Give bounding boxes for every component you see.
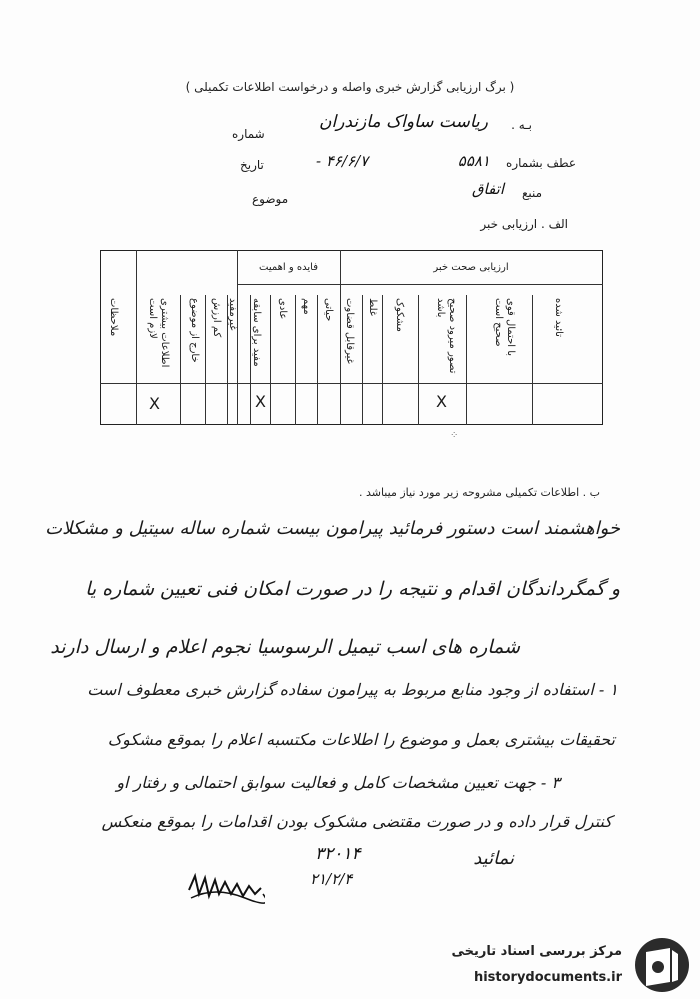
evaluation-table [100,250,603,425]
col-header-likely-true: با احتمال قوی صحیح است [493,298,516,357]
col-sep [340,250,341,425]
col-header-unjudgeable: غیرقابل قضاوت [344,298,355,364]
col-header-vital: حیاتی [323,298,334,322]
reference-label: عطف بشماره [506,156,576,170]
archive-name: مرکز بررسی اسناد تاریخی [451,944,622,959]
col-header-not-useful: غیرمفید [227,298,238,331]
archive-url: historydocuments.ir [473,970,622,985]
to-prefix: بـه . [511,118,532,132]
group-divider [237,284,603,285]
archive-logo-icon [632,936,692,994]
col-header-important: مهم [301,298,312,315]
group-header-value: فایده و اهمیت [259,262,318,273]
handwritten-line-1: خواهشمند است دستور فرمائید پیرامون بیست شماره ساله سیتیل و مشکلات [45,518,620,539]
handwritten-number: ۳۲۰۱۴ [315,844,361,864]
col-header-low-value: کم ارزش [211,298,222,338]
section-a-heading: الف . ارزیابی خبر [480,217,568,231]
col-sep [295,295,296,425]
handwritten-line-7: کنترل قرار داده و در صورت مقتضی مشکوک بودن اقدامات را بموقع منعکس [101,812,612,831]
col-header-false: غلط [367,298,378,317]
handwritten-line-3: شماره های اسب تیمیل الرسوسیا نجوم اعلام و ارسال دارند [50,636,520,658]
header-bottom-line [100,383,603,384]
addressee-value: ریاست ساواک مازندران [318,112,488,132]
date-value: ۴۶/۶/۷ - [316,152,369,170]
col-sep [418,295,419,425]
col-header-off-topic: خارج از موضوع [189,298,200,363]
reference-value: ۵۵۸۱ [457,152,490,170]
mark-probably-true: X [436,392,447,411]
col-sep [136,250,137,425]
col-sep [532,295,533,425]
col-header-remarks: ملاحظات [108,298,119,337]
date-label: تاریخ [240,158,264,172]
signature-scribble [185,868,265,908]
col-sep [205,295,206,425]
col-header-record: مفید برای سابقه [251,298,262,367]
col-header-confirmed: تائید شده [553,298,564,337]
col-sep [270,295,271,425]
section-b-heading: ب . اطلاعات تکمیلی مشروحه زیر مورد نیاز میباشد . [358,486,600,499]
handwritten-line-8: نمائید [473,848,514,869]
handwritten-line-2: و گمگرداندگان اقدام و نتیجه را در صورت امکان فنی تعیین شماره یا [85,578,620,600]
col-sep [180,295,181,425]
handwritten-line-5: تحقیقات بیشتری بعمل و موضوع را اطلاعات مکتسبه اعلام را بموقع مشکوک [107,730,615,749]
col-sep [317,295,318,425]
col-header-normal: عادی [277,298,288,320]
mark-more-info: X [149,394,160,413]
number-label: شماره [232,127,265,141]
handwritten-line-4: ۱ - استفاده از وجود منابع مربوط به پیرامون سفاده گزارش خبری معطوف است [87,680,618,699]
ink-speck: ⁘ [450,430,459,441]
archive-watermark [410,930,700,999]
col-header-more-info: اطلاعات بیشتری لازم است [147,298,170,368]
handwritten-date: ۲۱/۲/۴ [310,870,353,888]
col-header-probably-true: تصور میرود صحیح باشد [435,298,458,374]
form-title: ( برگ ارزیابی گزارش خبری واصله و درخواست اطلاعات تکمیلی ) [185,80,515,94]
handwritten-line-6: ۳ - جهت تعیین مشخصات کامل و فعالیت سوابق احتمالی و رفتار او [116,773,560,792]
source-label: منبع [521,186,542,200]
group-header-accuracy: ارزیابی صحت خبر [433,262,509,273]
col-sep [382,295,383,425]
col-sep [362,295,363,425]
subject-label: موضوع [252,192,289,206]
col-sep [466,295,467,425]
source-value: اتفاق [471,180,504,198]
col-header-doubtful: مشکوک [394,298,405,332]
mark-record: X [255,392,266,411]
